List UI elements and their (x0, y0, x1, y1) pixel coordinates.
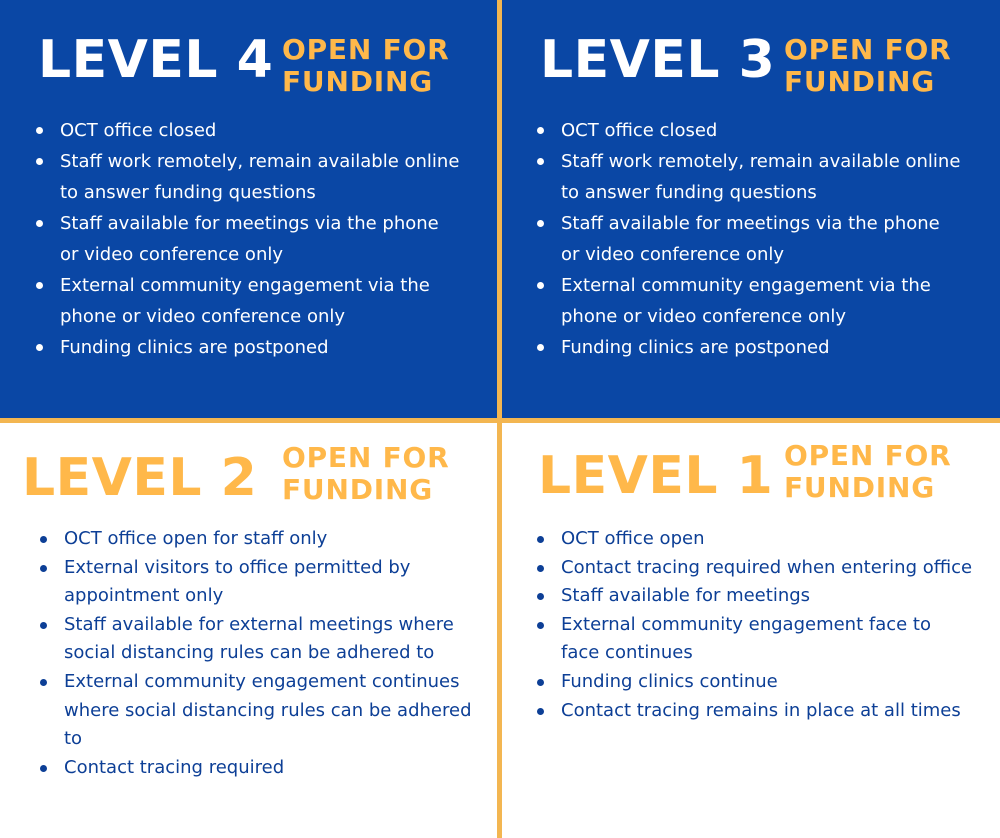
level-1-status-line1: OPEN FOR (784, 439, 952, 472)
level-3-status (784, 34, 952, 98)
level-1-status-line2: FUNDING (784, 471, 935, 504)
level-1-list (537, 525, 985, 725)
level-1-item: Contact tracing remains in place at all times (555, 697, 971, 726)
level-3-list (537, 115, 985, 363)
level-1-item: External community engagement face to face continues (555, 611, 971, 668)
level-4-title: LEVEL 4 (38, 30, 274, 90)
horizontal-divider (0, 418, 1000, 423)
level-2-list (40, 525, 488, 782)
level-2-item: OCT office open for staff only (58, 525, 488, 554)
level-1-item: Staff available for meetings (555, 582, 985, 611)
level-2-item: Contact tracing required (58, 754, 488, 783)
level-4-item: Funding clinics are postponed (54, 332, 484, 363)
level-4-status-line1: OPEN FOR (282, 33, 450, 66)
level-3-item: OCT office closed (555, 115, 985, 146)
level-1-status (784, 440, 952, 504)
level-2-item: External community engagement continues where social distancing rules can be adhered to (58, 668, 482, 754)
level-2-item: External visitors to office permitted by appointment only (58, 554, 464, 611)
level-3-item: External community engagement via the phone or video conference only (555, 270, 951, 332)
level-3-status-line1: OPEN FOR (784, 33, 952, 66)
level-4-item: Staff available for meetings via the phone or video conference only (54, 208, 440, 270)
level-2-panel (0, 420, 500, 838)
level-2-status-line2: FUNDING (282, 473, 433, 506)
level-4-list (36, 115, 484, 363)
level-1-item: OCT office open (555, 525, 985, 554)
level-4-item: OCT office closed (54, 115, 484, 146)
level-2-status-line1: OPEN FOR (282, 441, 450, 474)
level-1-panel (500, 420, 1000, 838)
level-4-status (282, 34, 450, 98)
level-2-item: Staff available for external meetings where social distancing rules can be adhered to (58, 611, 454, 668)
level-3-item: Staff available for meetings via the phone or video conference only (555, 208, 941, 270)
level-3-item: Funding clinics are postponed (555, 332, 985, 363)
level-4-item: External community engagement via the phone or video conference only (54, 270, 450, 332)
level-4-panel (0, 0, 500, 420)
level-1-title: LEVEL 1 (538, 446, 774, 506)
level-1-item: Funding clinics continue (555, 668, 985, 697)
level-1-item: Contact tracing required when entering office (555, 554, 981, 583)
level-2-status (282, 442, 450, 506)
level-3-title: LEVEL 3 (540, 30, 776, 90)
level-3-panel (500, 0, 1000, 420)
level-4-status-line2: FUNDING (282, 65, 433, 98)
level-4-item: Staff work remotely, remain available online to answer funding questions (54, 146, 460, 208)
level-3-status-line2: FUNDING (784, 65, 935, 98)
level-3-item: Staff work remotely, remain available online to answer funding questions (555, 146, 961, 208)
level-2-title: LEVEL 2 (22, 448, 258, 508)
